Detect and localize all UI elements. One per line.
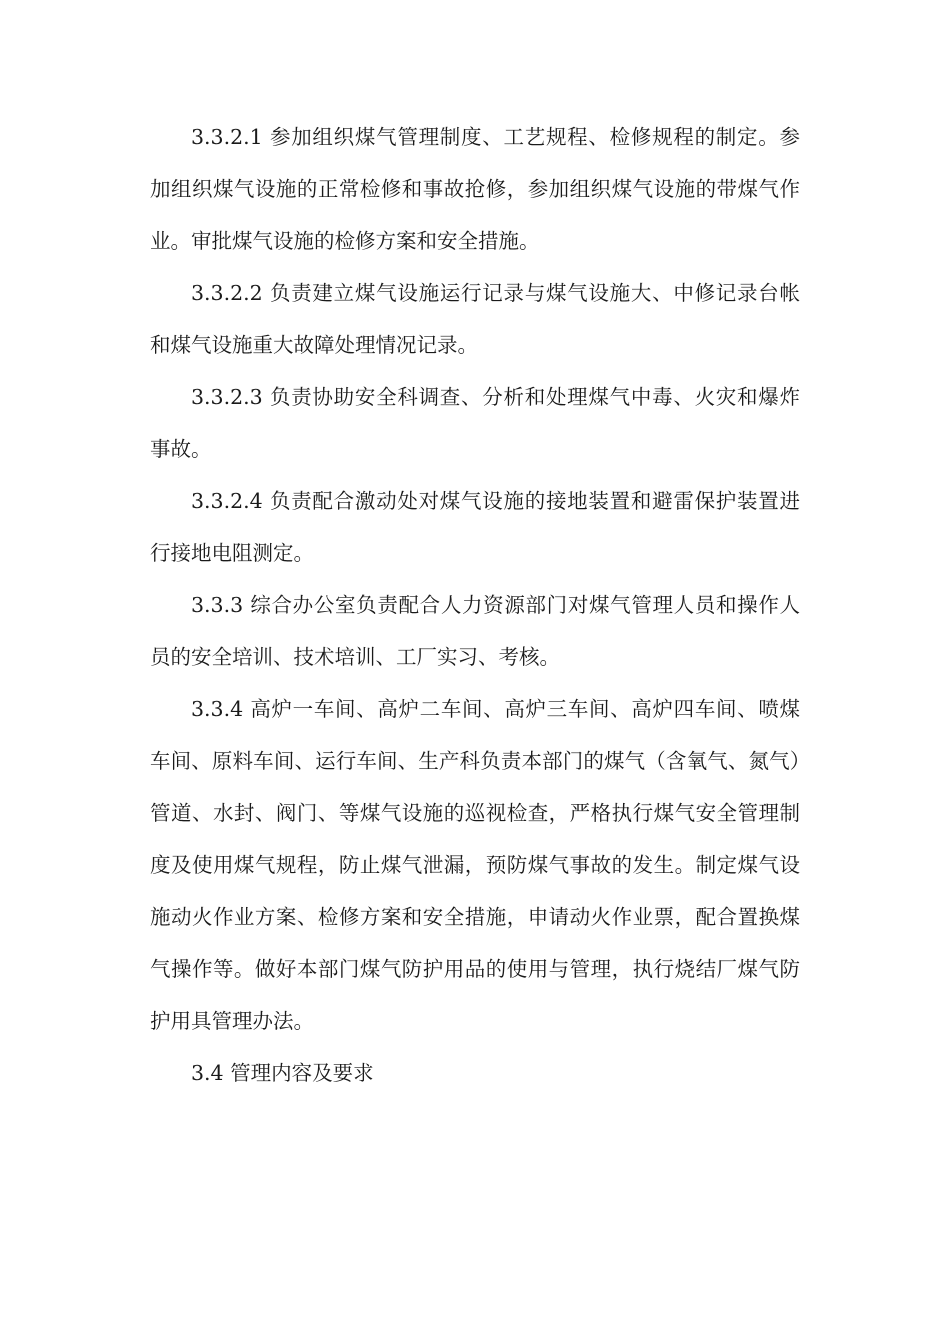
paragraph-3-3-2-2: 3.3.2.2 负责建立煤气设施运行记录与煤气设施大、中修记录台帐和煤气设施重大故障处理情况记录。 xyxy=(150,281,800,357)
paragraph-3-3-2-4: 3.3.2.4 负责配合激动处对煤气设施的接地装置和避雷保护装置进行接地电阻测定。 xyxy=(150,489,800,565)
paragraph-3-3-3: 3.3.3 综合办公室负责配合人力资源部门对煤气管理人员和操作人员的安全培训、技术培训、工厂实习、考核。 xyxy=(150,593,800,669)
paragraph-3-3-4: 3.3.4 高炉一车间、高炉二车间、高炉三车间、高炉四车间、喷煤车间、原料车间、运行车间、生产科负责本部门的煤气（含氧气、氮气）管道、水封、阀门、等煤气设施的巡视检查，严格执行煤气安全管理制度及使用煤气规程，防止煤气泄漏，预防煤气事故的发生。制定煤气设施动火作业方案、检修方案和安全措施，申请动火作业票，配合置换煤气操作等。做好本部门煤气防护用品的使用与管理，执行烧结厂煤气防护用具管理办法。 xyxy=(150,697,800,1033)
paragraph-3-3-2-1: 3.3.2.1 参加组织煤气管理制度、工艺规程、检修规程的制定。参加组织煤气设施的正常检修和事故抢修，参加组织煤气设施的带煤气作业。审批煤气设施的检修方案和安全措施。 xyxy=(150,125,800,253)
document-body xyxy=(150,111,800,1099)
paragraph-3-3-2-3: 3.3.2.3 负责协助安全科调查、分析和处理煤气中毒、火灾和爆炸事故。 xyxy=(150,385,800,461)
section-heading-3-4: 3.4 管理内容及要求 xyxy=(191,1061,374,1085)
